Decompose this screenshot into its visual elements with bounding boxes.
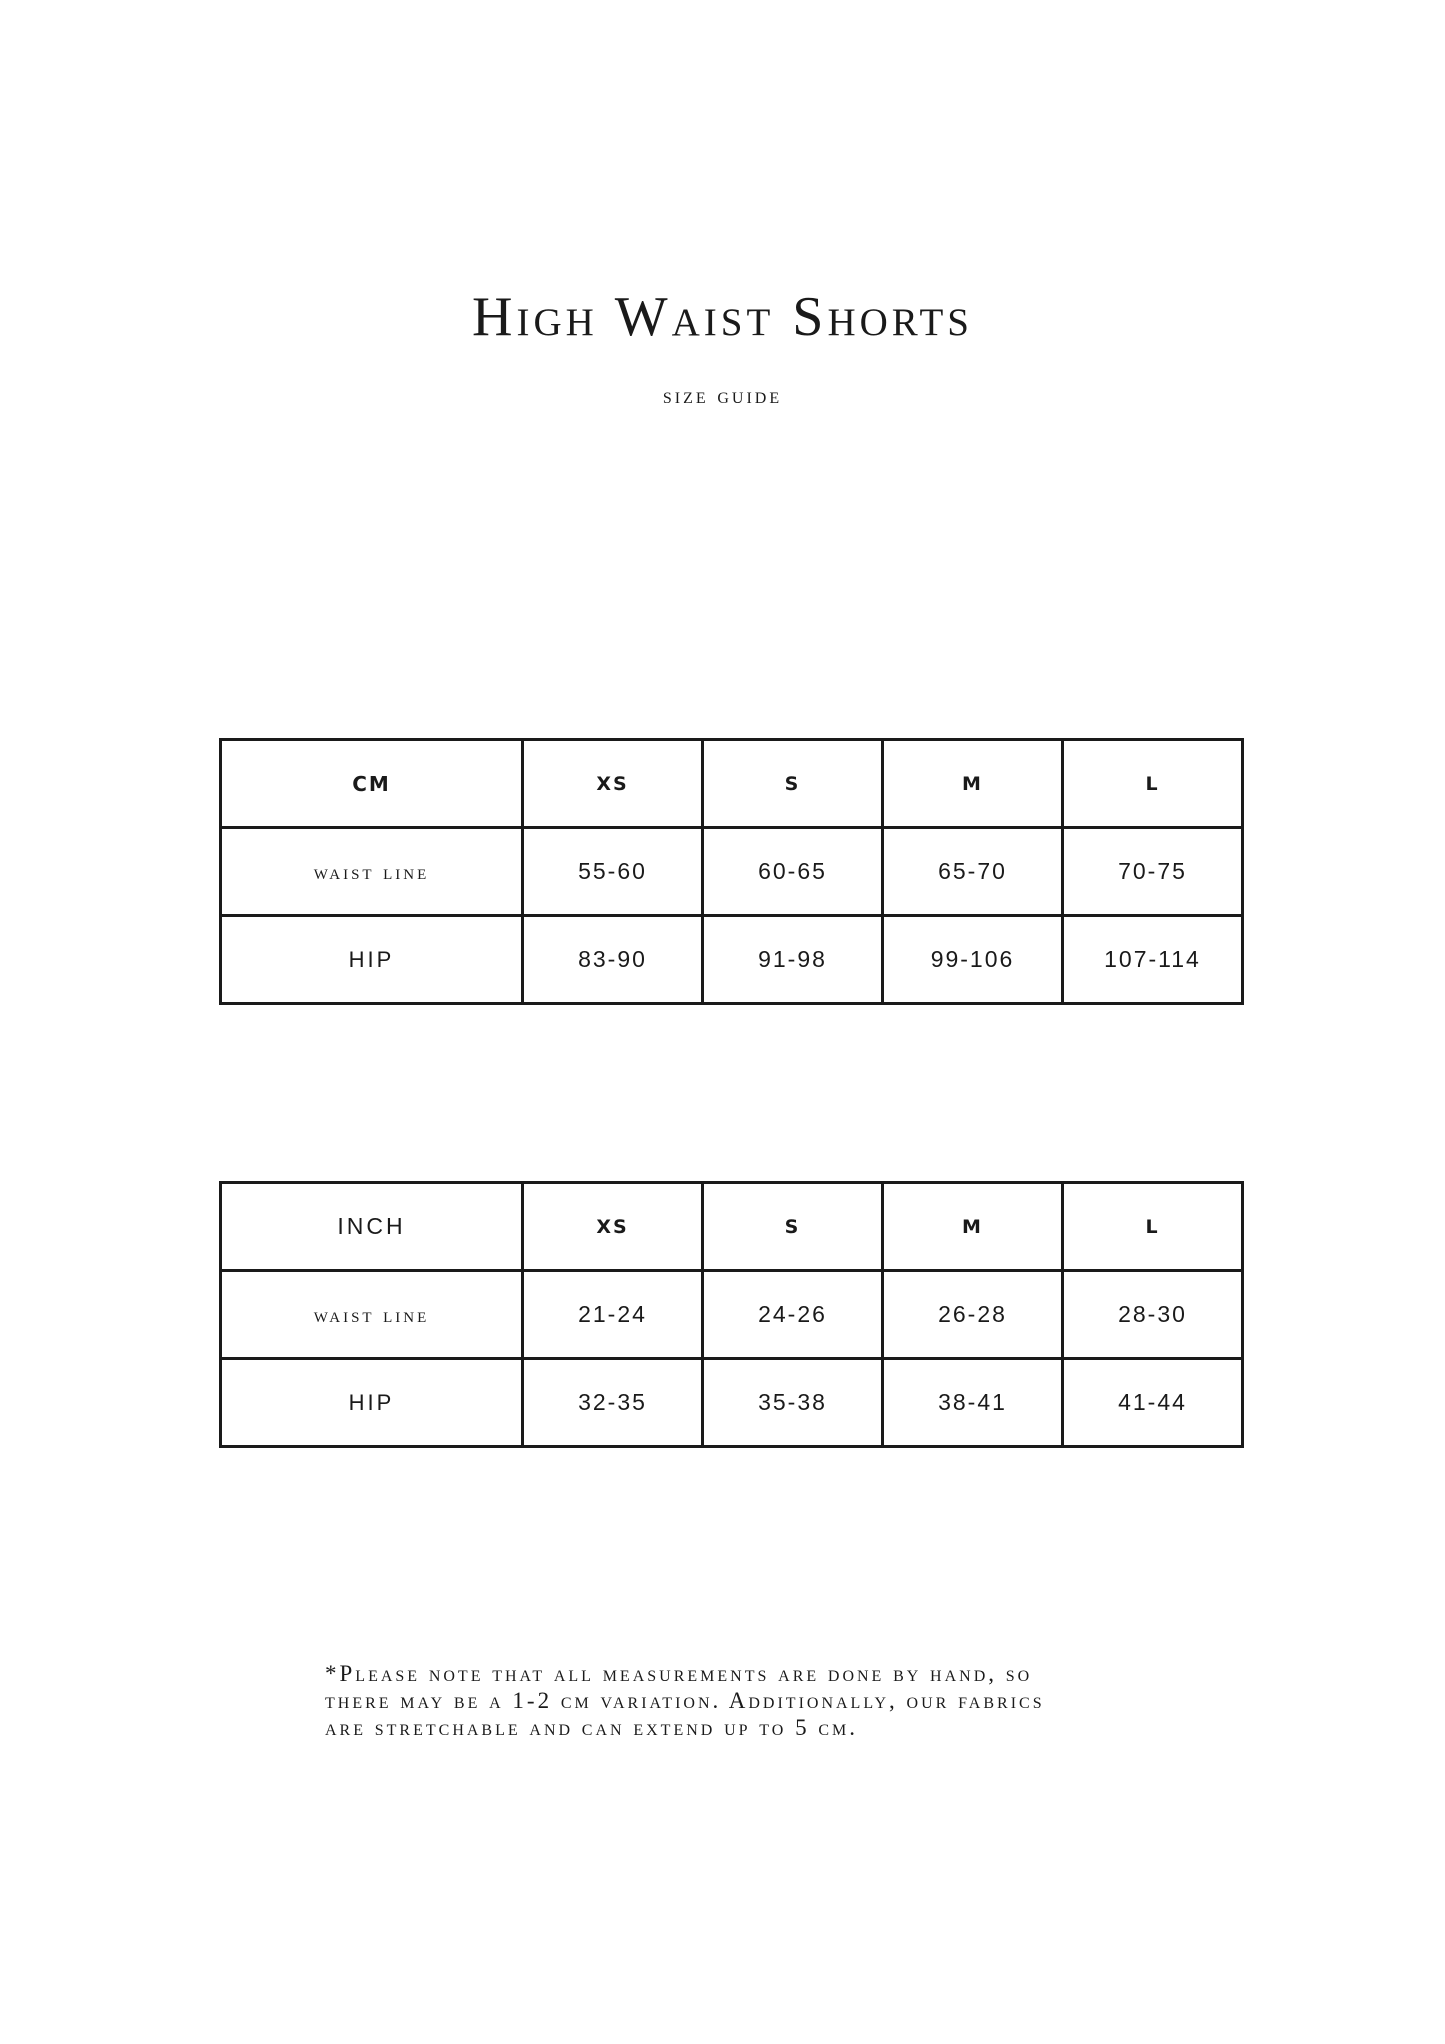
note-line: there may be a 1-2 cm variation. Additionally, our fabrics [325, 1688, 1045, 1713]
table-cell: 107-114 [1063, 916, 1243, 1004]
table-cell: 91-98 [703, 916, 883, 1004]
table-row [221, 1359, 1243, 1447]
table-header-row [221, 740, 1243, 828]
table-cell: 83-90 [523, 916, 703, 1004]
size-header-l: L [1063, 740, 1243, 828]
table-cell: 32-35 [523, 1359, 703, 1447]
table-cell: 24-26 [703, 1271, 883, 1359]
measurement-note [325, 1660, 1225, 1741]
table-row [221, 1271, 1243, 1359]
size-header-xs: XS [523, 740, 703, 828]
size-header-m: M [883, 740, 1063, 828]
table-cell: 38-41 [883, 1359, 1063, 1447]
table-cell: 55-60 [523, 828, 703, 916]
note-line: are stretchable and can extend up to 5 cm. [325, 1715, 858, 1740]
table-cell: 26-28 [883, 1271, 1063, 1359]
table-cell: 21-24 [523, 1271, 703, 1359]
size-header-s: S [703, 1183, 883, 1271]
page-subtitle: size guide [662, 383, 783, 408]
size-header-s: S [703, 740, 883, 828]
row-label-hip: HIP [221, 1359, 523, 1447]
table-cell: 60-65 [703, 828, 883, 916]
table-cell: 35-38 [703, 1359, 883, 1447]
size-table-cm [219, 738, 1244, 1005]
size-header-xs: XS [523, 1183, 703, 1271]
table-row [221, 916, 1243, 1004]
row-label-hip: HIP [221, 916, 523, 1004]
table-cell: 41-44 [1063, 1359, 1243, 1447]
note-line: *Please note that all measurements are done by hand, so [325, 1661, 1033, 1686]
table-cell: 65-70 [883, 828, 1063, 916]
size-header-l: L [1063, 1183, 1243, 1271]
row-label-waist: waist line [221, 1271, 523, 1359]
row-label-waist: waist line [221, 828, 523, 916]
size-table-inch [219, 1181, 1244, 1448]
table-cell: 99-106 [883, 916, 1063, 1004]
page-title: High Waist Shorts [472, 286, 973, 348]
table-cell: 28-30 [1063, 1271, 1243, 1359]
unit-header-cm: CM [221, 740, 523, 828]
table-row [221, 828, 1243, 916]
table-cell: 70-75 [1063, 828, 1243, 916]
table-header-row [221, 1183, 1243, 1271]
size-header-m: M [883, 1183, 1063, 1271]
unit-header-inch: INCH [221, 1183, 523, 1271]
